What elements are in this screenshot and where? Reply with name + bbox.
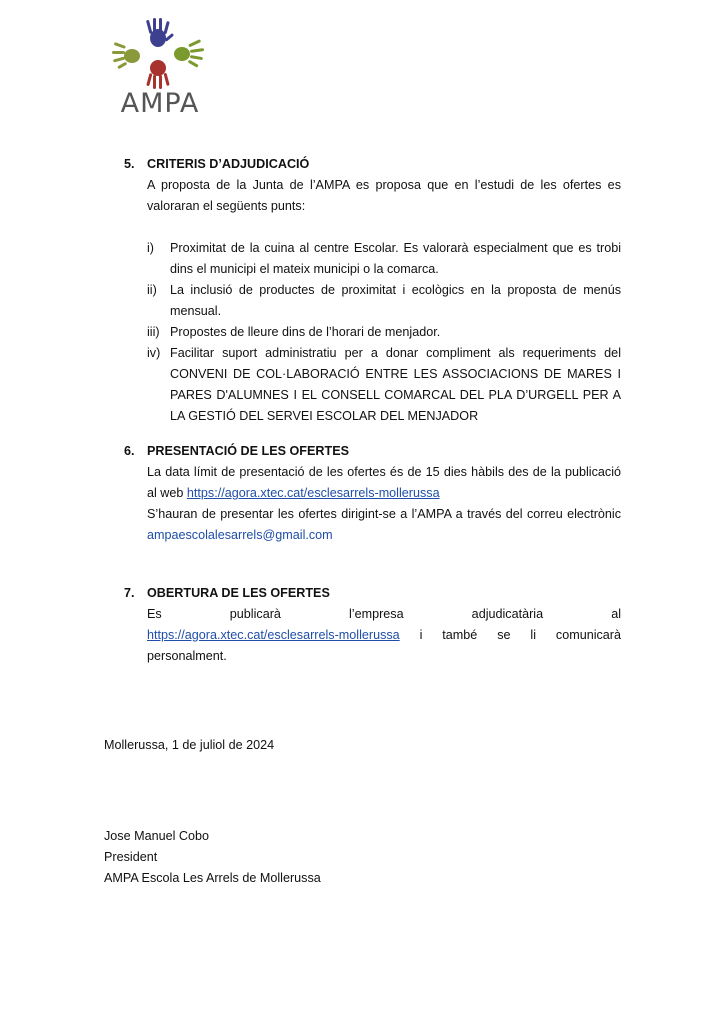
signature-org: AMPA Escola Les Arrels de Mollerussa [104,871,321,885]
web-link[interactable]: https://agora.xtec.cat/esclesarrels-mollerussa [147,628,400,642]
signature-block [104,826,321,889]
list-item [147,280,621,322]
list-marker: ii) [147,283,157,297]
list-marker: iv) [147,346,161,360]
section-paragraph [124,462,621,504]
signature-name: Jose Manuel Cobo [104,829,210,843]
section-presentacio [124,441,621,546]
web-link[interactable]: https://agora.xtec.cat/esclesarrels-mollerussa [186,486,440,500]
logo-text: AMPA [120,88,200,119]
section-paragraph [124,504,621,546]
deadline-text: La data límit de presentació de les ofertes és de 15 dies hàbils des de la publicació al web [147,465,621,500]
section-paragraph [124,604,621,667]
signature-role: President [104,850,158,864]
section-obertura [124,583,621,667]
section-title: CRITERIS D’ADJUDICACIÓ [147,157,310,171]
place-date: Mollerussa, 1 de juliol de 2024 [104,738,275,752]
announce-end: personalment. [147,649,227,663]
list-item [147,238,621,280]
section-number: 7. [124,586,135,600]
section-title: OBERTURA DE LES OFERTES [147,586,330,600]
section-heading [124,441,621,462]
section-number: 5. [124,157,135,171]
announce-line: Es publicarà l’empresa adjudicatària al [147,607,621,621]
list-text: La inclusió de productes de proximitat i ecològics en la proposta de menús mensual. [170,283,621,318]
list-marker: i) [147,241,154,255]
criteria-list [124,238,621,427]
email-link[interactable]: ampaescolalesarrels@gmail.com [147,528,333,542]
list-marker: iii) [147,325,160,339]
submission-text: S’hauran de presentar les ofertes dirigint-se a l’AMPA a través del correu electrònic [147,507,621,521]
section-title: PRESENTACIÓ DE LES OFERTES [147,444,349,458]
section-heading [124,583,621,604]
announce-rest: i també se li comunicarà [419,628,621,642]
list-text: Facilitar suport administratiu per a donar compliment als requeriments del CONVENI DE COL·LABORACIÓ ENTRE LES ASSOCIACIONS DE MARES I PARES D'ALUMNES I EL CONSELL COMARCAL DEL PLA D’URGELL PER A LA GESTIÓ DEL SERVEI ESCOLAR DEL MENJADOR [170,346,621,423]
section-criteris [124,154,621,427]
section-intro: A proposta de la Junta de l’AMPA es proposa que en l’estudi de les ofertes es valoraran el següents punts: [147,178,621,213]
hands-icon [110,18,206,90]
section-heading [124,154,621,175]
section-number: 6. [124,444,135,458]
list-item [147,322,621,343]
announce-line-2 [147,625,621,646]
list-text: Propostes de lleure dins de l’horari de menjador. [170,325,441,339]
list-text: Proximitat de la cuina al centre Escolar. Es valorarà especialment que es trobi dins el municipi el mateix municipi o la comarca. [170,241,621,276]
list-item [147,343,621,427]
ampa-logo [110,18,206,128]
